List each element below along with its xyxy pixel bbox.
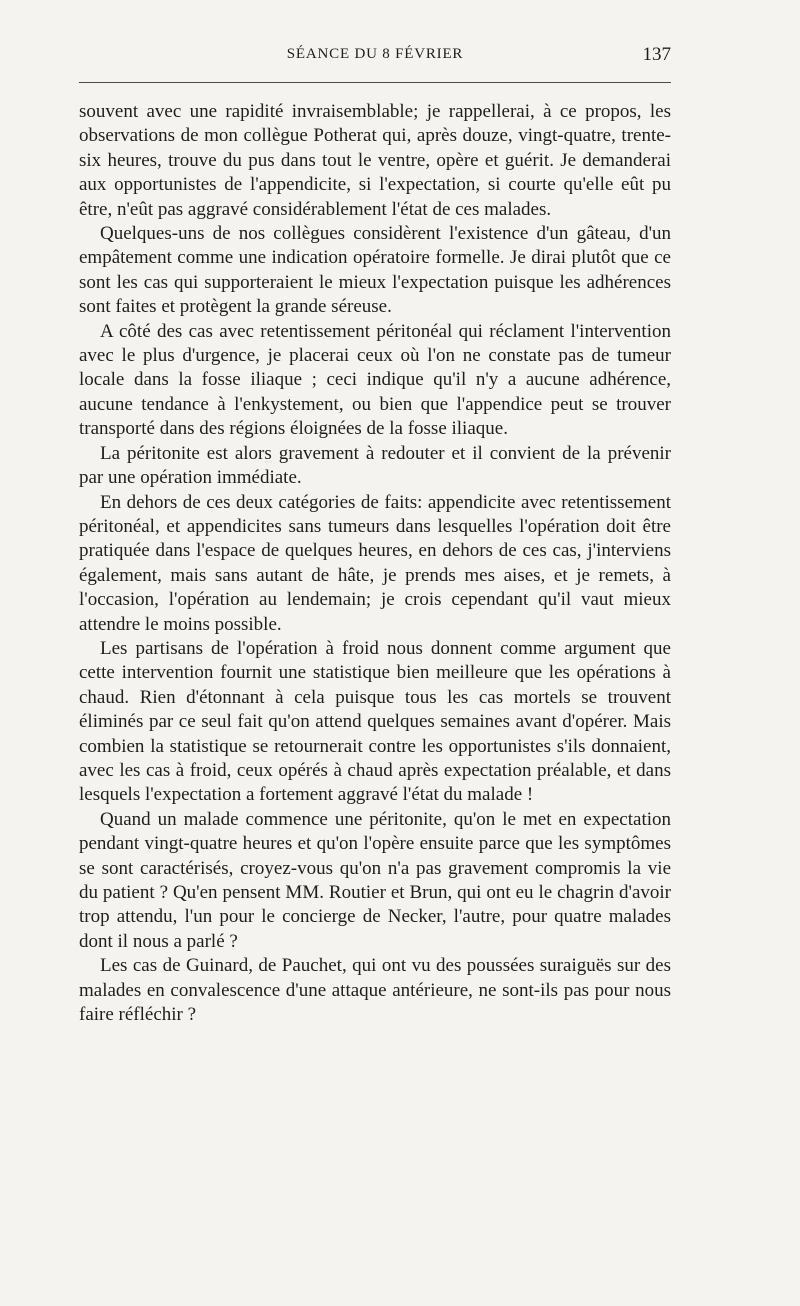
body-text	[79, 100, 671, 1027]
paragraph: En dehors de ces deux catégories de faits: appendicite avec retentissement péritonéal, et appendicites sans tumeurs dans lesquelles l'opération doit être pratiquée dans l'espace de quelques heures, en dehors de ces cas, j'interviens également, mais sans autant de hâte, je prends mes aises, et je remets, à l'occasion, l'opération au lendemain; je crois cependant qu'il vaut mieux attendre le moins possible.	[79, 491, 671, 635]
paragraph: A côté des cas avec retentissement péritonéal qui réclament l'intervention avec le plus d'urgence, je placerai ceux où l'on ne constate pas de tumeur locale dans la fosse iliaque ; ceci indique qu'il n'y a aucune adhérence, aucune tendance à l'enkystement, ou bien que l'appendice peut se trouver transporté dans des régions éloignées de la fosse iliaque.	[79, 320, 671, 440]
paragraph: La péritonite est alors gravement à redouter et il convient de la prévenir par une opération immédiate.	[79, 442, 671, 489]
page-number: 137	[642, 44, 671, 65]
running-title: SÉANCE DU 8 FÉVRIER	[286, 46, 464, 62]
paragraph: Quand un malade commence une péritonite, qu'on le met en expectation pendant vingt-quatre heures et qu'on l'opère ensuite parce que les symptômes se sont caractérisés, croyez-vous qu'on n'a pas gravement compromis la vie du patient ? Qu'en pensent MM. Routier et Brun, qui ont eu le chagrin d'avoir trop attendu, l'un pour le concierge de Necker, l'autre, pour quatre malades dont il nous a parlé ?	[79, 808, 671, 952]
paragraph: souvent avec une rapidité invraisemblable; je rappellerai, à ce propos, les observations de mon collègue Potherat qui, après douze, vingt-quatre, trente-six heures, trouve du pus dans tout le ventre, opère et guérit. Je demanderai aux opportunistes de l'appendicite, si l'expectation, si courte qu'elle eût pu être, n'eût pas aggravé considérablement l'état de ces malades.	[79, 101, 671, 220]
paragraph: Les partisans de l'opération à froid nous donnent comme argument que cette intervention fournit une statistique bien meilleure que les opérations à chaud. Rien d'étonnant à cela puisque tous les cas mortels se trouvent éliminés par ce seul fait qu'on attend quelques semaines avant d'opérer. Mais combien la statistique se retournerait contre les opportunistes s'ils donnaient, avec les cas à froid, ceux opérés à chaud après expectation préalable, et dans lesquels l'expectation a fortement aggravé l'état du malade !	[79, 637, 671, 806]
paragraph: Quelques-uns de nos collègues considèrent l'existence d'un gâteau, d'un empâtement comme une indication opératoire formelle. Je dirai plutôt que ce sont les cas qui supporteraient le mieux l'expectation puisque les adhérences sont faites et protègent la grande séreuse.	[79, 223, 671, 318]
page-header	[79, 44, 671, 74]
header-rule	[79, 82, 671, 83]
paragraph: Les cas de Guinard, de Pauchet, qui ont vu des poussées suraiguës sur des malades en convalescence d'une attaque antérieure, ne sont-ils pas pour nous faire réfléchir ?	[79, 955, 671, 1026]
